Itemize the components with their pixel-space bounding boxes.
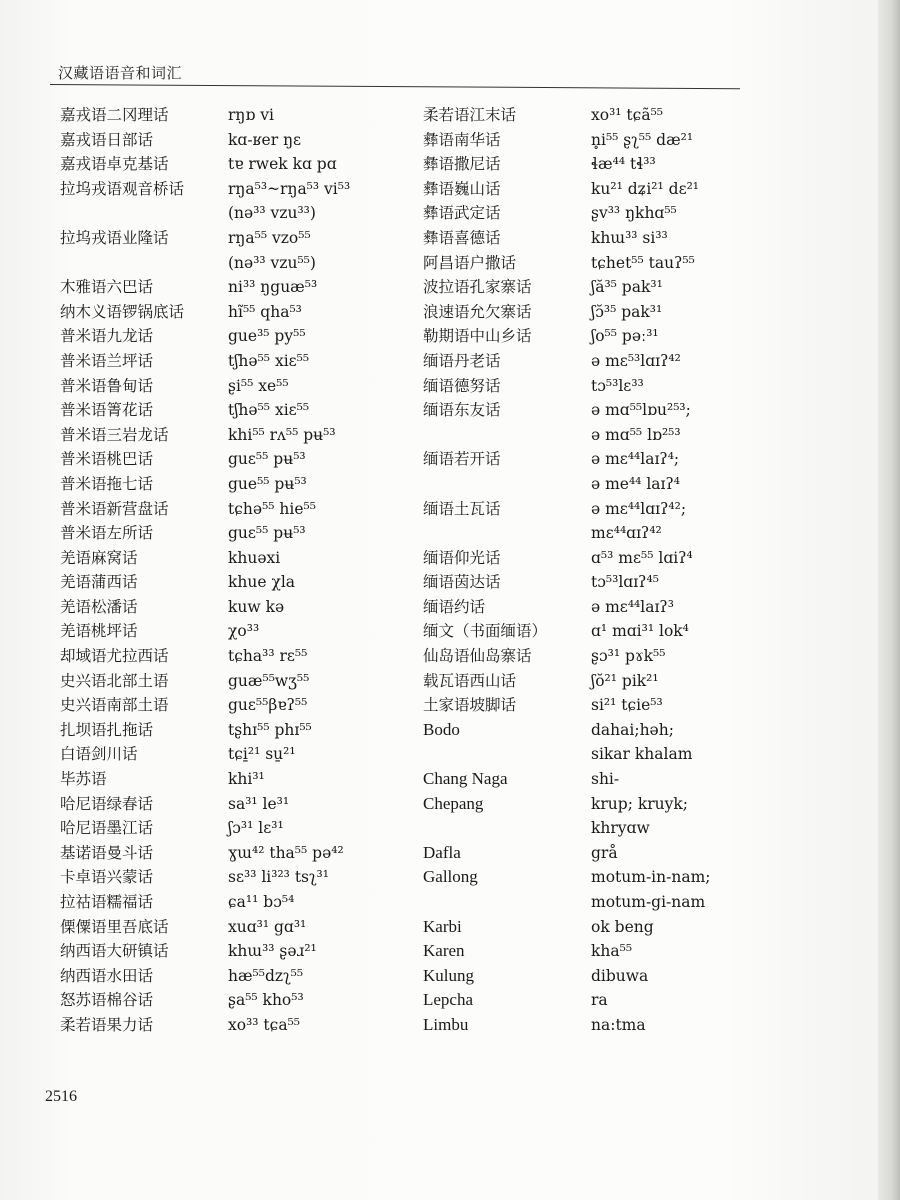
lexicon-entry [60,521,415,546]
language-name: 普米语拖七话 [60,474,154,493]
language-name: 缅文（书面缅语） [423,622,548,641]
word-form [228,939,415,964]
lexicon-entry [60,103,415,128]
lexicon-entry [423,718,723,767]
word-form-line: na:tma [591,1015,646,1034]
word-form-line: ʃɔ̆³⁵ pak³¹ [591,302,663,321]
word-form-line: n̥i⁵⁵ ʂʅ⁵⁵ dæ²¹ [591,130,694,149]
language-name: 基诺语曼斗话 [60,843,154,862]
lexicon-entry [60,792,415,817]
word-form [591,177,723,202]
lexicon-entry [60,447,415,472]
language-name: 拉坞戎语业隆话 [60,228,169,247]
word-form-line: rŋa⁵⁵ vzo⁵⁵ [228,228,311,247]
word-form-line: (nə³³ vzu³³) [228,204,316,223]
word-form [228,103,415,128]
lexicon-entry [423,201,723,226]
word-form [591,324,723,349]
lexicon-entry [423,988,723,1013]
word-form [591,226,723,251]
word-form-line: ok beng [591,917,654,936]
lexicon-entry [60,1013,415,1038]
language-name: 彝语南华话 [423,130,501,149]
word-form-line: guɛ⁵⁵ pʉ⁵³ [228,450,306,469]
language-name: 缅语仰光话 [423,548,501,567]
word-form [591,619,723,644]
word-form-line: tɔ⁵³lɑɪʔ⁴⁵ [591,573,659,592]
language-name: 木雅语六巴话 [60,278,154,297]
language-name: Lepcha [423,990,474,1010]
lexicon-entry [60,423,415,448]
lexicon-entry [423,324,723,349]
language-name: 普米语九龙话 [60,327,154,346]
word-form [228,447,415,472]
language-name: 卡卓语兴蒙话 [60,868,154,887]
lexicon-entry [60,718,415,743]
lexicon-entry [60,275,415,300]
language-name: 嘉戎语日部话 [60,130,154,149]
word-form-line: hæ⁵⁵dzʅ⁵⁵ [228,966,304,985]
word-form-line: rŋɒ vi [228,106,274,124]
word-form [228,767,415,792]
word-form [228,374,415,399]
word-form [591,103,723,128]
lexicon-entry [60,767,415,792]
language-name: 波拉语孔家寨话 [423,278,532,297]
language-name: 哈尼语绿春话 [60,794,154,813]
word-form-line: tɕha³³ rɛ⁵⁵ [228,647,308,666]
lexicon-entry [423,251,723,276]
language-name: 缅语约话 [423,597,486,616]
word-form-line: ɑ¹ mɑi³¹ lok⁴ [591,622,689,641]
word-form [228,152,415,177]
word-form-line: ʃă³⁵ pak³¹ [591,278,663,297]
language-name: 彝语武定话 [423,204,501,223]
language-name: 普米语鲁甸话 [60,376,154,395]
language-name: 羌语松潘话 [60,597,138,616]
word-form-line: xuɑ³¹ gɑ³¹ [228,917,307,936]
word-form [591,447,723,496]
language-name: 普米语左所话 [60,524,154,543]
language-name: 羌语桃坪话 [60,622,138,641]
word-form-line: khɯ³³ si³³ [591,228,668,247]
lexicon-entry [423,939,723,964]
word-form-line: xo³³ tɕa⁵⁵ [228,1015,301,1034]
page-edge-shadow [878,0,900,1200]
word-form [228,718,415,743]
word-form-line: khuəxi [228,548,281,567]
lexicon-entry [60,915,415,940]
word-form [591,570,723,595]
lexicon-entry [60,398,415,423]
word-form-line: khi³¹ [228,770,265,789]
word-form-line: ɑ⁵³ mɛ⁵⁵ lɑiʔ⁴ [591,548,693,567]
word-form-line: ə mɛ⁵³lɑɪʔ⁴² [591,351,681,370]
word-form-line: dibuwa [591,966,649,985]
lexicon-entry [423,177,723,202]
language-name: 普米语桃巴话 [60,450,154,469]
lexicon-entry [423,128,723,153]
word-form-line: ə mɛ⁴⁴laɪʔ³ [591,597,674,616]
page-number: 2516 [45,1088,77,1105]
word-form-line: khɯ³³ ʂəɹ²¹ [228,942,317,961]
language-name: 缅语东友话 [423,401,501,420]
word-form [228,644,415,669]
word-form [228,915,415,940]
lexicon-entry [60,742,415,767]
word-form-line: xo³¹ tɕã⁵⁵ [591,106,664,124]
word-form [228,570,415,595]
word-form-line: ɣɯ⁴² tha⁵⁵ pə⁴² [228,843,344,862]
left-column [60,103,415,1038]
language-name: 嘉戎语二冈理话 [60,106,169,124]
word-form [228,693,415,718]
word-form [591,152,723,177]
word-form-line: sɛ³³ li³²³ tsʅ³¹ [228,868,329,887]
language-name: 柔若语果力话 [60,1015,154,1034]
right-column [423,103,723,1038]
lexicon-entry [423,546,723,571]
word-form-line: tɕhə⁵⁵ hie⁵⁵ [228,499,316,518]
word-form-line: tʂhɪ⁵⁵ phɪ⁵⁵ [228,720,312,739]
lexicon-entry [60,939,415,964]
word-form-line: dahai;həh; [591,720,674,739]
lexicon-entry [60,865,415,890]
lexicon-entry [60,644,415,669]
language-name: Kulung [423,965,474,985]
language-name: 阿昌语户撒话 [423,253,517,272]
word-form-line: gue³⁵ py⁵⁵ [228,327,306,346]
language-name: 拉坞戎语观音桥话 [60,179,185,198]
word-form [228,275,415,300]
language-name: 浪速语允欠寨话 [423,302,532,321]
language-name: 仙岛语仙岛寨话 [423,647,532,666]
word-form-line: ə mɛ⁴⁴laɪʔ⁴; [591,450,680,469]
word-form-line: hĩ⁵⁵ qha⁵³ [228,302,302,321]
word-form-line: ku²¹ dʑi²¹ dɛ²¹ [591,179,700,198]
word-form-line: khi⁵⁵ rʌ⁵⁵ pʉ⁵³ [228,425,336,444]
lexicon-entry [423,374,723,399]
word-form-line: kha⁵⁵ [591,942,633,961]
language-name: 嘉戎语卓克基话 [60,155,169,174]
word-form-line: grå [591,843,618,862]
lexicon-entry [60,152,415,177]
word-form [591,792,723,841]
word-form [228,669,415,694]
language-name: 史兴语南部土语 [60,696,169,715]
word-form [228,890,415,915]
language-name: 普米语新营盘话 [60,499,169,518]
running-header: 汉藏语语音和词汇 [58,64,183,82]
language-name: 羌语蒲西话 [60,573,138,592]
lexicon-entry [60,177,415,226]
word-form-line: ə mɑ⁵⁵lɒu²⁵³; [591,401,691,420]
lexicon-entry [60,128,415,153]
lexicon-entry [60,841,415,866]
word-form-line: gue⁵⁵ pʉ⁵³ [228,474,307,493]
lexicon-entry [60,669,415,694]
word-form [591,349,723,374]
lexicon-entry [60,570,415,595]
word-form-line: shi- [591,770,620,789]
word-form [228,546,415,571]
lexicon-entry [60,349,415,374]
word-form-line: sa³¹ le³¹ [228,794,290,813]
word-form [591,1013,723,1038]
word-form [591,767,723,792]
lexicon-entry [60,619,415,644]
language-name: Bodo [423,719,460,739]
word-form [228,349,415,374]
lexicon-entry [423,865,723,914]
language-name: 扎坝语扎拖话 [60,720,154,739]
lexicon-entry [60,816,415,841]
word-form [591,398,723,447]
lexicon-entry [423,767,723,792]
word-form [228,742,415,767]
word-form [228,865,415,890]
lexicon-entry [60,497,415,522]
word-form-line: khue χla [228,573,296,592]
language-name: 却域语尤拉西话 [60,647,169,666]
word-form-line: tʃhə⁵⁵ xiɛ⁵⁵ [228,401,310,420]
language-name: 哈尼语墨江话 [60,819,154,838]
lexicon-entry [60,693,415,718]
lexicon-entry [60,964,415,989]
word-form-line: ʂv³³ ŋkhɑ⁵⁵ [591,204,677,223]
lexicon-entry [423,1013,723,1038]
word-form [591,251,723,276]
lexicon-entry [60,890,415,915]
language-name: 纳西语水田话 [60,966,154,985]
word-form-line: ʂɔ³¹ pɤk⁵⁵ [591,647,666,666]
word-form [228,177,415,226]
word-form [228,324,415,349]
language-name: 纳西语大研镇话 [60,942,169,961]
language-name: 彝语撒尼话 [423,155,501,174]
word-form-line: guɛ⁵⁵βɐʔ⁵⁵ [228,696,308,715]
lexicon-entry [60,595,415,620]
language-name: 土家语坡脚话 [423,696,517,715]
word-form [591,497,723,546]
word-form [591,988,723,1013]
word-form [591,693,723,718]
language-name: 缅语若开话 [423,450,501,469]
language-name: Dafla [423,842,461,862]
word-form-line: guɛ⁵⁵ pʉ⁵³ [228,524,306,543]
word-form-line: sikar khalam [591,745,693,764]
word-form-line: tɔ⁵³lɛ³³ [591,376,644,395]
lexicon-entry [423,275,723,300]
word-form-line: ni³³ ŋguæ⁵³ [228,278,318,297]
lexicon-entry [423,792,723,841]
word-form-line: ə mɛ⁴⁴lɑɪʔ⁴²; [591,499,687,518]
word-form [591,644,723,669]
lexicon-entry [423,693,723,718]
language-name: 载瓦语西山话 [423,671,517,690]
word-form-line: ʃɔ³¹ lɛ³¹ [228,819,284,838]
word-form-line: χo³³ [228,622,260,641]
word-form [228,497,415,522]
language-name: Chepang [423,793,484,813]
word-form [228,521,415,546]
language-name: 怒苏语棉谷话 [60,991,154,1010]
language-name: 缅语土瓦话 [423,499,501,518]
word-form-line: kuw kə [228,597,285,616]
word-form-line: ɕa¹¹ bɔ⁵⁴ [228,893,295,911]
lexicon-entry [423,915,723,940]
word-form [591,939,723,964]
lexicon-entry [60,374,415,399]
lexicon-entry [60,324,415,349]
word-form [228,841,415,866]
lexicon-entry [423,669,723,694]
word-form [228,398,415,423]
word-form-line: motum-gi-nam [591,893,706,911]
lexicon-entry [423,349,723,374]
word-form-line: ə me⁴⁴ laɪʔ⁴ [591,474,681,493]
word-form-line: ɬæ⁴⁴ tɬ³³ [591,155,656,174]
language-name: 史兴语北部土语 [60,671,169,690]
word-form-line: khryɑw [591,819,650,838]
word-form-line: ʃŏ²¹ pik²¹ [591,671,659,690]
lexicon-entry [423,398,723,447]
word-form-line: tɕhet⁵⁵ tauʔ⁵⁵ [591,253,695,272]
lexicon-entry [60,988,415,1013]
language-name: 羌语麻窝话 [60,548,138,567]
lexicon-entry [423,619,723,644]
word-form [228,792,415,817]
lexicon-entry [60,300,415,325]
language-name: 拉祜语糯福话 [60,893,154,911]
word-form [591,201,723,226]
word-form [228,423,415,448]
lexicon-entry [423,152,723,177]
word-form [591,718,723,767]
word-form [228,619,415,644]
word-form [591,669,723,694]
lexicon-entry [423,300,723,325]
word-form [591,865,723,914]
lexicon-entry [423,570,723,595]
word-form-line: kɑ-ʁer ŋɛ [228,130,302,149]
word-form [591,546,723,571]
word-form [228,595,415,620]
language-name: 毕苏语 [60,770,107,789]
language-name: Gallong [423,867,478,887]
language-name: Karen [423,941,465,961]
word-form-line: ə mɑ⁵⁵ lɒ²⁵³ [591,425,681,444]
language-name: 普米语三岩龙话 [60,425,169,444]
lexicon-entry [423,841,723,866]
language-name: 纳木义语锣锅底话 [60,302,185,321]
language-name: 缅语丹老话 [423,351,501,370]
word-form [591,595,723,620]
lexicon-entry [60,226,415,275]
lexicon-entry [423,497,723,546]
word-form-line: ʂi⁵⁵ xe⁵⁵ [228,376,289,395]
language-name: Limbu [423,1014,469,1034]
lexicon-entry [60,546,415,571]
word-form-line: guæ⁵⁵wʒ⁵⁵ [228,671,310,690]
lexicon-entry [423,964,723,989]
language-name: Karbi [423,916,462,936]
word-form [591,915,723,940]
word-form-line: (nə³³ vzu⁵⁵) [228,253,316,272]
word-form-line: tɐ rwek kɑ pɑ [228,155,337,174]
word-form [591,964,723,989]
word-form [228,128,415,153]
language-name: 普米语箐花话 [60,401,154,420]
word-form [228,472,415,497]
language-name: Chang Naga [423,769,508,789]
word-form-line: mɛ⁴⁴ɑɪʔ⁴² [591,524,662,543]
lexicon-entry [423,226,723,251]
language-name: 傈僳语里吾底话 [60,917,169,936]
word-form [228,226,415,275]
word-form [591,128,723,153]
word-form [228,964,415,989]
word-form [591,841,723,866]
word-form-line: si²¹ tɕie⁵³ [591,696,663,715]
word-form-line: ʂa⁵⁵ kho⁵³ [228,991,304,1010]
language-name: 彝语巍山话 [423,179,501,198]
lexicon-entry [423,447,723,496]
lexicon-entry [423,103,723,128]
language-name: 普米语兰坪话 [60,351,154,370]
lexicon-entry [60,472,415,497]
language-name: 柔若语江末话 [423,106,517,124]
word-form [228,300,415,325]
language-name: 勒期语中山乡话 [423,327,532,346]
lexicon-entry [423,595,723,620]
word-form [228,816,415,841]
language-name: 缅语茵达话 [423,573,501,592]
word-form-line: tʃhə⁵⁵ xiɛ⁵⁵ [228,351,310,370]
word-form [228,988,415,1013]
word-form [228,1013,415,1038]
header-rule [50,84,740,89]
language-name: 缅语德努话 [423,376,501,395]
word-form [591,374,723,399]
language-name: 彝语喜德话 [423,228,501,247]
word-form-line: ra [591,991,608,1010]
lexicon-entry [423,644,723,669]
word-form [591,300,723,325]
word-form-line: ʃo⁵⁵ pəː³¹ [591,327,659,346]
word-form [591,275,723,300]
language-name: 白语剑川话 [60,745,138,764]
word-form-line: motum-in-nam; [591,868,711,887]
word-form-line: tɕi̱²¹ su̱²¹ [228,745,296,764]
word-form-line: krup; kruyk; [591,794,689,813]
word-form-line: rŋa⁵³~rŋa⁵³ vi⁵³ [228,179,351,198]
